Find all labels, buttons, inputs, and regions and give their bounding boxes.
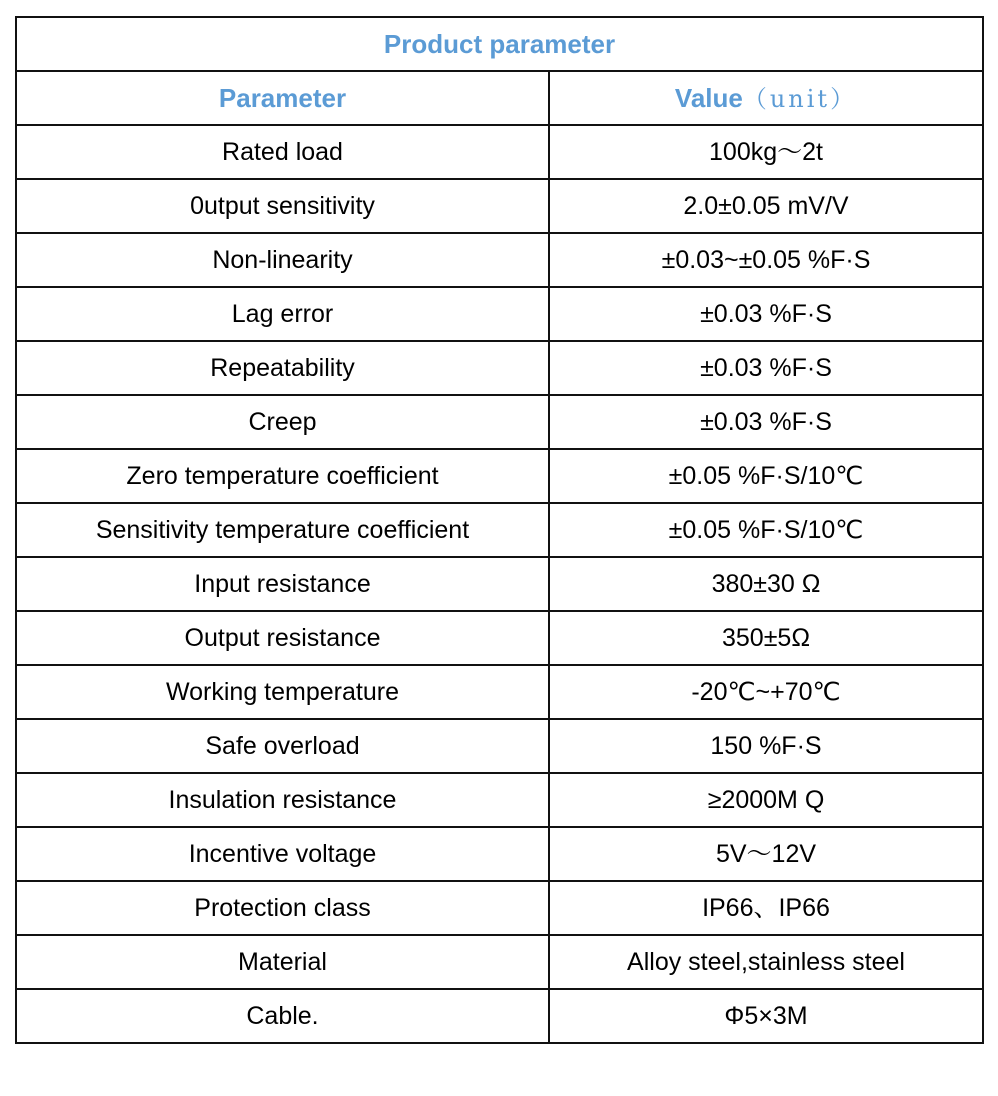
value-cell: Φ5×3M bbox=[549, 989, 983, 1043]
table-row bbox=[16, 665, 983, 719]
parameter-cell: Insulation resistance bbox=[16, 773, 549, 827]
table-row bbox=[16, 773, 983, 827]
header-value-label: Value bbox=[674, 83, 743, 113]
value-cell: ±0.05 %F·S/10℃ bbox=[549, 449, 983, 503]
table-body bbox=[16, 17, 983, 1043]
product-parameter-table bbox=[15, 16, 984, 1044]
parameter-cell: Rated load bbox=[16, 125, 549, 179]
value-cell: -20℃~+70℃ bbox=[549, 665, 983, 719]
value-cell: 100kg～2t bbox=[549, 125, 983, 179]
value-cell: 2.0±0.05 mV/V bbox=[549, 179, 983, 233]
header-value bbox=[549, 71, 983, 125]
table-title: Product parameter bbox=[16, 17, 983, 71]
value-cell: 150 %F·S bbox=[549, 719, 983, 773]
parameter-cell: Input resistance bbox=[16, 557, 549, 611]
header-unit-label: （unit） bbox=[742, 85, 858, 113]
table-row bbox=[16, 449, 983, 503]
parameter-cell: Creep bbox=[16, 395, 549, 449]
parameter-cell: Non-linearity bbox=[16, 233, 549, 287]
table-row bbox=[16, 827, 983, 881]
value-cell: IP66、IP66 bbox=[549, 881, 983, 935]
table-row bbox=[16, 503, 983, 557]
parameter-cell: Material bbox=[16, 935, 549, 989]
value-cell: ±0.03 %F·S bbox=[549, 395, 983, 449]
parameter-cell: Incentive voltage bbox=[16, 827, 549, 881]
parameter-cell: Zero temperature coefficient bbox=[16, 449, 549, 503]
value-cell: ≥2000M Q bbox=[549, 773, 983, 827]
table-row bbox=[16, 935, 983, 989]
header-row bbox=[16, 71, 983, 125]
value-cell: Alloy steel,stainless steel bbox=[549, 935, 983, 989]
table-row bbox=[16, 341, 983, 395]
parameter-cell: Protection class bbox=[16, 881, 549, 935]
table-row bbox=[16, 179, 983, 233]
table-row bbox=[16, 287, 983, 341]
table-row bbox=[16, 881, 983, 935]
value-cell: ±0.03~±0.05 %F·S bbox=[549, 233, 983, 287]
parameter-cell: Working temperature bbox=[16, 665, 549, 719]
table-row bbox=[16, 557, 983, 611]
table-row bbox=[16, 233, 983, 287]
title-row bbox=[16, 17, 983, 71]
value-cell: 5V～12V bbox=[549, 827, 983, 881]
value-cell: ±0.03 %F·S bbox=[549, 341, 983, 395]
parameter-cell: 0utput sensitivity bbox=[16, 179, 549, 233]
parameter-cell: Lag error bbox=[16, 287, 549, 341]
table-row bbox=[16, 719, 983, 773]
value-cell: 380±30 Ω bbox=[549, 557, 983, 611]
value-cell: ±0.05 %F·S/10℃ bbox=[549, 503, 983, 557]
header-parameter: Parameter bbox=[16, 71, 549, 125]
parameter-cell: Output resistance bbox=[16, 611, 549, 665]
value-cell: 350±5Ω bbox=[549, 611, 983, 665]
value-cell: ±0.03 %F·S bbox=[549, 287, 983, 341]
table-row bbox=[16, 395, 983, 449]
parameter-cell: Safe overload bbox=[16, 719, 549, 773]
parameter-cell: Sensitivity temperature coefficient bbox=[16, 503, 549, 557]
table-row bbox=[16, 125, 983, 179]
parameter-cell: Repeatability bbox=[16, 341, 549, 395]
table-row bbox=[16, 989, 983, 1043]
parameter-cell: Cable. bbox=[16, 989, 549, 1043]
table-row bbox=[16, 611, 983, 665]
